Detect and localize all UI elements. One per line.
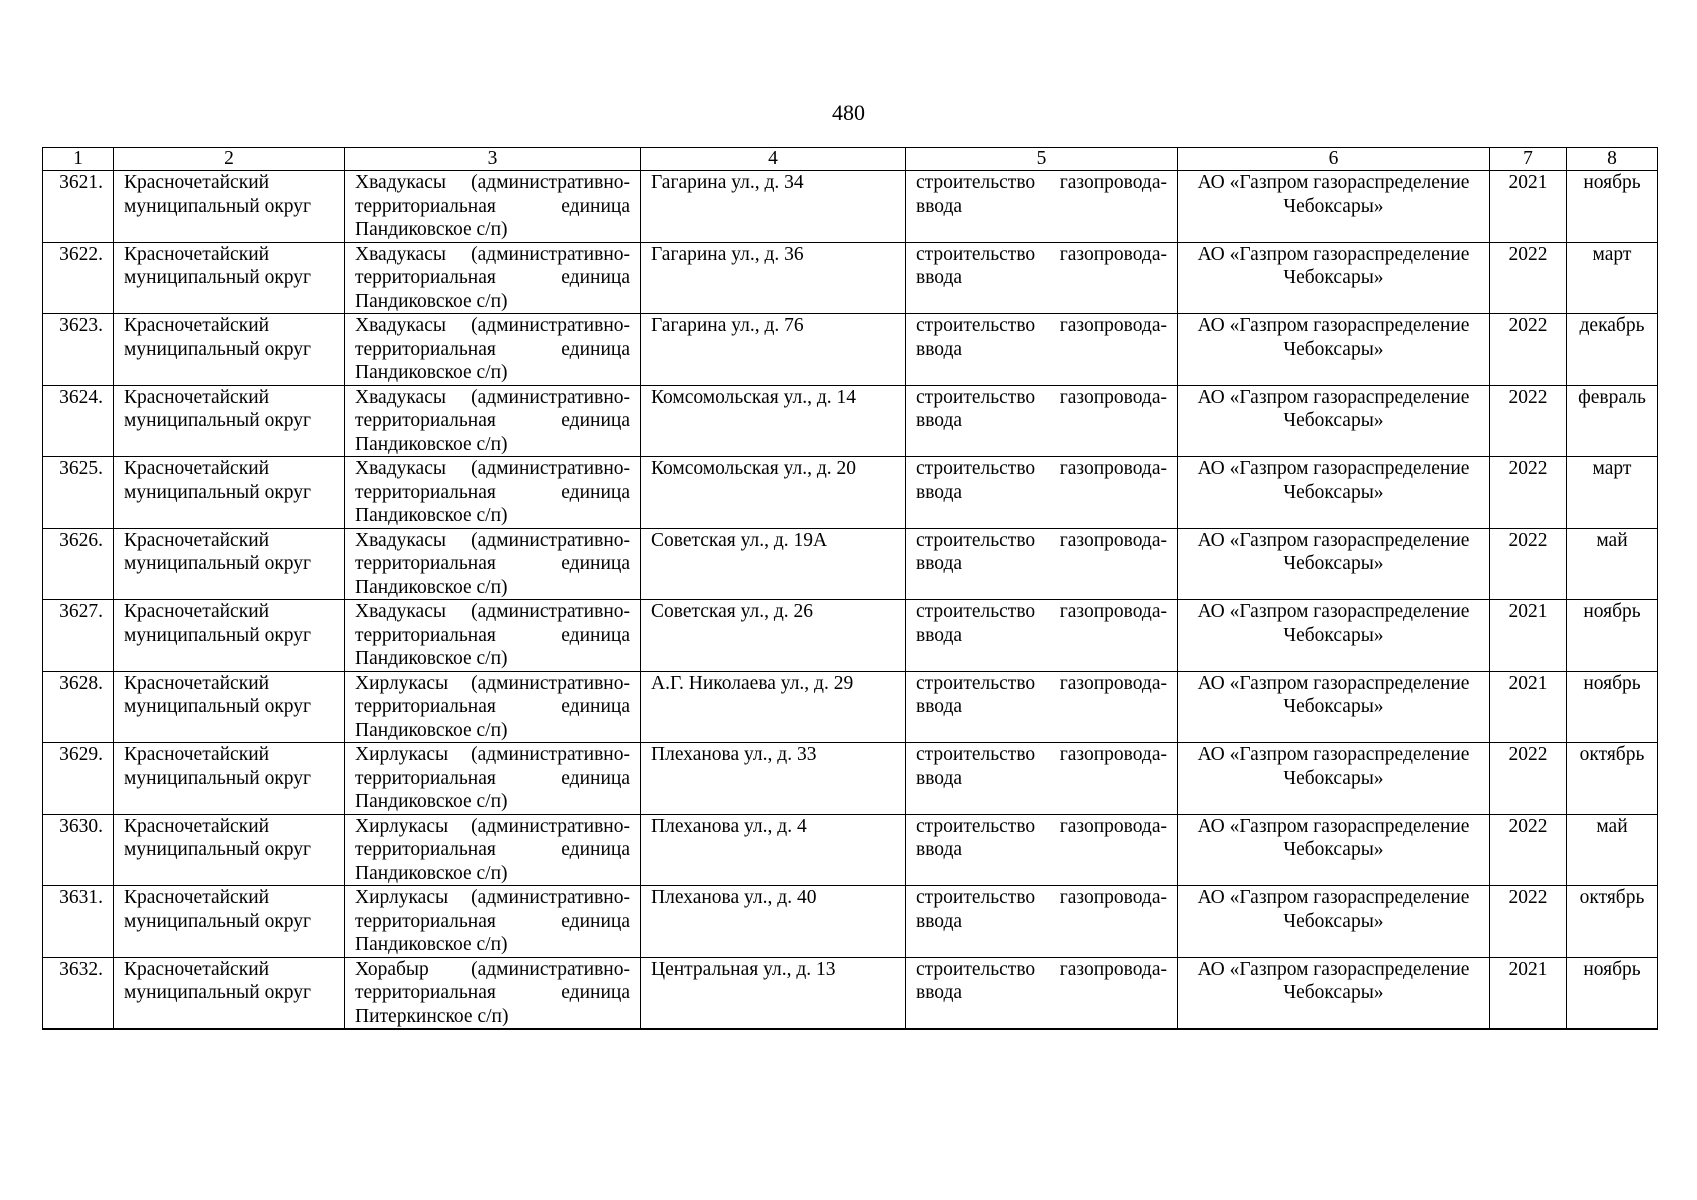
district-cell: Красночетайский муниципальный округ xyxy=(114,457,345,529)
district-cell: Красночетайский муниципальный округ xyxy=(114,600,345,672)
year-cell: 2021 xyxy=(1490,600,1567,672)
column-header: 1 xyxy=(43,148,114,171)
year-cell: 2021 xyxy=(1490,671,1567,743)
month-cell: март xyxy=(1567,457,1658,529)
month-cell: ноябрь xyxy=(1567,957,1658,1029)
column-number-row xyxy=(43,148,1658,171)
organization-cell: АО «Газпром газораспределение Чебоксары» xyxy=(1178,671,1490,743)
year-cell: 2022 xyxy=(1490,743,1567,815)
district-cell: Красночетайский муниципальный округ xyxy=(114,671,345,743)
table-row xyxy=(43,743,1658,815)
settlement-cell: Хирлукасы (административно-территориальная единица Пандиковское с/п) xyxy=(345,886,641,958)
organization-cell: АО «Газпром газораспределение Чебоксары» xyxy=(1178,385,1490,457)
settlement-cell: Хвадукасы (административно-территориальная единица Пандиковское с/п) xyxy=(345,171,641,243)
table-row xyxy=(43,600,1658,672)
work-type-cell: строительство газопровода-ввода xyxy=(906,886,1178,958)
work-type-cell: строительство газопровода-ввода xyxy=(906,814,1178,886)
settlement-cell: Хвадукасы (административно-территориальная единица Пандиковское с/п) xyxy=(345,242,641,314)
row-number-cell: 3623. xyxy=(43,314,114,386)
row-number-cell: 3629. xyxy=(43,743,114,815)
year-cell: 2022 xyxy=(1490,314,1567,386)
row-number-cell: 3621. xyxy=(43,171,114,243)
table-row xyxy=(43,385,1658,457)
settlement-cell: Хвадукасы (административно-территориальная единица Пандиковское с/п) xyxy=(345,457,641,529)
organization-cell: АО «Газпром газораспределение Чебоксары» xyxy=(1178,242,1490,314)
settlement-cell: Хвадукасы (административно-территориальная единица Пандиковское с/п) xyxy=(345,385,641,457)
work-type-cell: строительство газопровода-ввода xyxy=(906,385,1178,457)
organization-cell: АО «Газпром газораспределение Чебоксары» xyxy=(1178,457,1490,529)
organization-cell: АО «Газпром газораспределение Чебоксары» xyxy=(1178,957,1490,1029)
month-cell: декабрь xyxy=(1567,314,1658,386)
row-number-cell: 3622. xyxy=(43,242,114,314)
row-number-cell: 3632. xyxy=(43,957,114,1029)
month-cell: май xyxy=(1567,528,1658,600)
district-cell: Красночетайский муниципальный округ xyxy=(114,528,345,600)
address-cell: Комсомольская ул., д. 14 xyxy=(641,385,906,457)
address-cell: Плеханова ул., д. 33 xyxy=(641,743,906,815)
work-type-cell: строительство газопровода-ввода xyxy=(906,457,1178,529)
district-cell: Красночетайский муниципальный округ xyxy=(114,957,345,1029)
organization-cell: АО «Газпром газораспределение Чебоксары» xyxy=(1178,743,1490,815)
district-cell: Красночетайский муниципальный округ xyxy=(114,242,345,314)
column-header: 8 xyxy=(1567,148,1658,171)
settlement-cell: Хвадукасы (административно-территориальная единица Пандиковское с/п) xyxy=(345,600,641,672)
table-row xyxy=(43,671,1658,743)
year-cell: 2022 xyxy=(1490,242,1567,314)
work-type-cell: строительство газопровода-ввода xyxy=(906,671,1178,743)
table-row xyxy=(43,171,1658,243)
table-row xyxy=(43,886,1658,958)
table-row xyxy=(43,528,1658,600)
district-cell: Красночетайский муниципальный округ xyxy=(114,314,345,386)
table-row xyxy=(43,314,1658,386)
organization-cell: АО «Газпром газораспределение Чебоксары» xyxy=(1178,886,1490,958)
month-cell: ноябрь xyxy=(1567,600,1658,672)
row-number-cell: 3626. xyxy=(43,528,114,600)
address-cell: Плеханова ул., д. 4 xyxy=(641,814,906,886)
organization-cell: АО «Газпром газораспределение Чебоксары» xyxy=(1178,314,1490,386)
year-cell: 2022 xyxy=(1490,385,1567,457)
year-cell: 2022 xyxy=(1490,814,1567,886)
table-row xyxy=(43,457,1658,529)
organization-cell: АО «Газпром газораспределение Чебоксары» xyxy=(1178,600,1490,672)
column-header: 2 xyxy=(114,148,345,171)
month-cell: март xyxy=(1567,242,1658,314)
address-cell: Плеханова ул., д. 40 xyxy=(641,886,906,958)
month-cell: октябрь xyxy=(1567,886,1658,958)
work-type-cell: строительство газопровода-ввода xyxy=(906,171,1178,243)
work-type-cell: строительство газопровода-ввода xyxy=(906,314,1178,386)
address-cell: Советская ул., д. 26 xyxy=(641,600,906,672)
address-cell: Советская ул., д. 19А xyxy=(641,528,906,600)
settlement-cell: Хвадукасы (административно-территориальная единица Пандиковское с/п) xyxy=(345,314,641,386)
district-cell: Красночетайский муниципальный округ xyxy=(114,385,345,457)
district-cell: Красночетайский муниципальный округ xyxy=(114,886,345,958)
settlement-cell: Хирлукасы (административно-территориальная единица Пандиковское с/п) xyxy=(345,671,641,743)
year-cell: 2022 xyxy=(1490,528,1567,600)
table-row xyxy=(43,242,1658,314)
table-body xyxy=(43,171,1658,1030)
gas-pipeline-registry-table xyxy=(42,147,1658,1030)
table-row xyxy=(43,814,1658,886)
column-header: 4 xyxy=(641,148,906,171)
organization-cell: АО «Газпром газораспределение Чебоксары» xyxy=(1178,814,1490,886)
address-cell: Гагарина ул., д. 76 xyxy=(641,314,906,386)
address-cell: Гагарина ул., д. 34 xyxy=(641,171,906,243)
organization-cell: АО «Газпром газораспределение Чебоксары» xyxy=(1178,528,1490,600)
year-cell: 2021 xyxy=(1490,171,1567,243)
page-number: 480 xyxy=(832,100,865,125)
column-header: 5 xyxy=(906,148,1178,171)
column-header: 7 xyxy=(1490,148,1567,171)
work-type-cell: строительство газопровода-ввода xyxy=(906,242,1178,314)
work-type-cell: строительство газопровода-ввода xyxy=(906,743,1178,815)
address-cell: А.Г. Николаева ул., д. 29 xyxy=(641,671,906,743)
month-cell: ноябрь xyxy=(1567,171,1658,243)
settlement-cell: Хорабыр (административно-территориальная единица Питеркинское с/п) xyxy=(345,957,641,1029)
row-number-cell: 3625. xyxy=(43,457,114,529)
settlement-cell: Хирлукасы (административно-территориальная единица Пандиковское с/п) xyxy=(345,814,641,886)
year-cell: 2022 xyxy=(1490,886,1567,958)
address-cell: Комсомольская ул., д. 20 xyxy=(641,457,906,529)
district-cell: Красночетайский муниципальный округ xyxy=(114,743,345,815)
row-number-cell: 3628. xyxy=(43,671,114,743)
row-number-cell: 3627. xyxy=(43,600,114,672)
work-type-cell: строительство газопровода-ввода xyxy=(906,528,1178,600)
settlement-cell: Хирлукасы (административно-территориальная единица Пандиковское с/п) xyxy=(345,743,641,815)
settlement-cell: Хвадукасы (административно-территориальная единица Пандиковское с/п) xyxy=(345,528,641,600)
month-cell: май xyxy=(1567,814,1658,886)
district-cell: Красночетайский муниципальный округ xyxy=(114,814,345,886)
column-header: 3 xyxy=(345,148,641,171)
address-cell: Гагарина ул., д. 36 xyxy=(641,242,906,314)
district-cell: Красночетайский муниципальный округ xyxy=(114,171,345,243)
month-cell: февраль xyxy=(1567,385,1658,457)
year-cell: 2021 xyxy=(1490,957,1567,1029)
row-number-cell: 3624. xyxy=(43,385,114,457)
month-cell: ноябрь xyxy=(1567,671,1658,743)
month-cell: октябрь xyxy=(1567,743,1658,815)
row-number-cell: 3630. xyxy=(43,814,114,886)
column-header: 6 xyxy=(1178,148,1490,171)
work-type-cell: строительство газопровода-ввода xyxy=(906,957,1178,1029)
row-number-cell: 3631. xyxy=(43,886,114,958)
table-row xyxy=(43,957,1658,1029)
address-cell: Центральная ул., д. 13 xyxy=(641,957,906,1029)
organization-cell: АО «Газпром газораспределение Чебоксары» xyxy=(1178,171,1490,243)
work-type-cell: строительство газопровода-ввода xyxy=(906,600,1178,672)
year-cell: 2022 xyxy=(1490,457,1567,529)
